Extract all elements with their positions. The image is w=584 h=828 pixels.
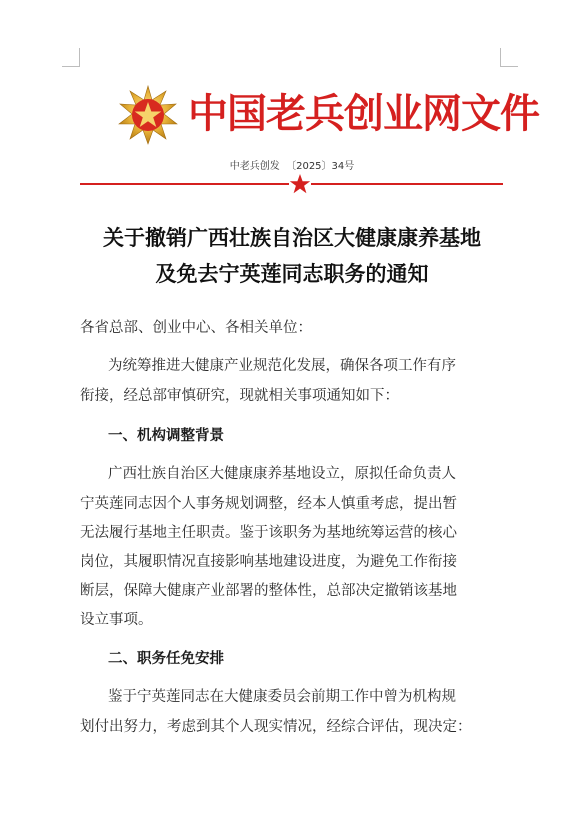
- header-divider-right: [311, 183, 503, 185]
- document-title-line-2: 及免去宁英莲同志职务的通知: [155, 261, 429, 286]
- header-divider-left: [80, 183, 289, 185]
- section-1-line: 广西壮族自治区大健康康养基地设立，原拟任命负责人: [108, 466, 456, 482]
- section-2-line: 划付出努力，考虑到其个人现实情况，经综合评估，现决定：: [80, 719, 472, 735]
- section-1-line: 宁英莲同志因个人事务规划调整，经本人慎重考虑，提出暂: [80, 496, 457, 512]
- section-1-line: 无法履行基地主任职责。鉴于该职务为基地统筹运营的核心: [80, 525, 457, 541]
- section-1-line: 岗位，其履职情况直接影响基地建设进度，为避免工作衔接: [80, 554, 457, 570]
- section-2-line: 鉴于宁英莲同志在大健康委员会前期工作中曾为机构规: [108, 689, 456, 705]
- section-1-line: 断层，保障大健康产业部署的整体性，总部决定撤销该基地: [80, 583, 457, 599]
- crop-mark-top-right: [500, 48, 501, 66]
- document-number: 中老兵创发 〔2025〕34号: [229, 161, 355, 172]
- section-2-heading: 二、职务任免安排: [108, 650, 224, 667]
- masthead-title: 中国老兵创业网文件: [188, 90, 539, 137]
- crop-mark-top-right: [500, 66, 518, 67]
- crop-mark-top-left: [79, 48, 80, 66]
- intro-line: 为统筹推进大健康产业规范化发展，确保各项工作有序: [108, 358, 456, 374]
- section-1-heading: 一、机构调整背景: [108, 427, 224, 444]
- section-1-line: 设立事项。: [80, 612, 153, 628]
- army-emblem-icon: [113, 82, 183, 148]
- red-star-icon: [289, 173, 311, 195]
- document-title-line-1: 关于撤销广西壮族自治区大健康康养基地: [103, 225, 481, 250]
- intro-line: 衔接，经总部审慎研究，现就相关事项通知如下：: [80, 388, 399, 404]
- salutation: 各省总部、创业中心、各相关单位：: [80, 320, 312, 336]
- crop-mark-top-left: [62, 66, 80, 67]
